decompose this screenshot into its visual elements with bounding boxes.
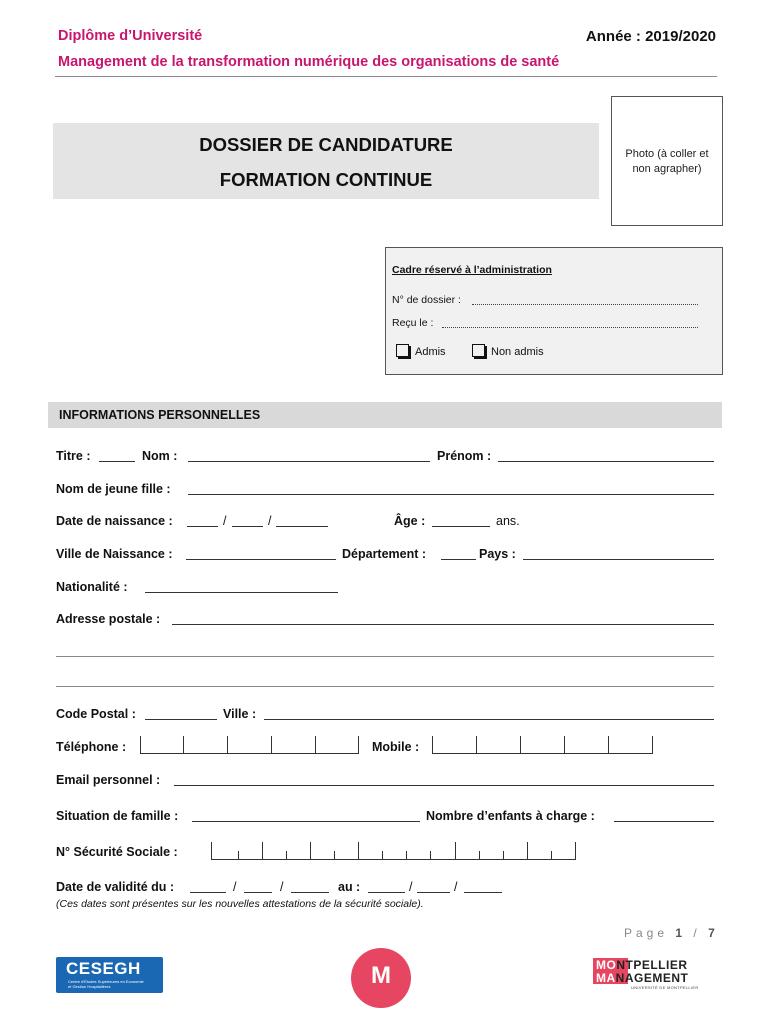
universite-montpellier-logo [351,948,411,1008]
mobile-divider [520,736,521,754]
dossier-title-line2: FORMATION CONTINUE [219,169,433,190]
date-slash: / [280,880,284,894]
validity-to-year-field[interactable] [464,892,502,893]
mobile-divider [564,736,565,754]
date-slash: / [233,880,237,894]
cesegh-logo-subtitle: Centre d'Etudes Supérieures en Economie et Gestion Hospitalières [68,979,144,989]
validity-note: (Ces dates sont présentes sur les nouvelles attestations de la sécurité sociale). [56,898,424,910]
secu-divider [479,851,480,860]
header-divider [55,76,717,77]
age-label: Âge : [394,514,426,528]
nom-label: Nom : [142,449,178,463]
nom-field[interactable] [188,461,430,462]
mobile-divider [608,736,609,754]
secu-divider [310,842,311,860]
validity-from-year-field[interactable] [291,892,329,893]
dossier-title-block [53,123,599,199]
cesegh-logo [56,957,163,993]
validity-from-month-field[interactable] [244,892,272,893]
date-slash: / [268,514,272,528]
secu-divider [455,842,456,860]
mm-logo-line2: MANAGEMENT [596,971,689,985]
phone-divider [140,736,141,754]
address-field-line2[interactable] [56,656,714,657]
address-field-line1[interactable] [172,624,714,625]
date-slash: / [454,880,458,894]
children-count-field[interactable] [614,821,714,822]
phone-divider [271,736,272,754]
department-field[interactable] [441,559,476,560]
address-field-line3[interactable] [56,686,714,687]
email-label: Email personnel : [56,773,161,787]
checkbox-icon [472,344,485,357]
marital-status-label: Situation de famille : [56,809,179,823]
validity-to-month-field[interactable] [417,892,450,893]
secu-divider [382,851,383,860]
children-count-label: Nombre d’enfants à charge : [426,809,595,823]
photo-instruction-line2: non agrapher) [632,163,702,175]
birth-city-label: Ville de Naissance : [56,547,173,561]
email-field[interactable] [174,785,714,786]
page-total: 7 [708,926,719,940]
phone-divider [227,736,228,754]
prenom-label: Prénom : [437,449,492,463]
secu-divider [262,842,263,860]
dossier-number-field[interactable] [472,304,698,305]
phone-divider [315,736,316,754]
received-date-field[interactable] [442,327,698,328]
dossier-number-label: N° de dossier : [392,294,461,306]
birth-day-field[interactable] [187,526,218,527]
photo-box[interactable] [611,96,723,226]
cesegh-logo-text: CESEGH [66,959,141,978]
mobile-divider [652,736,653,754]
um-logo-mark: M [371,962,391,989]
nationality-field[interactable] [145,592,338,593]
postal-code-field[interactable] [145,719,217,720]
secu-divider [551,851,552,860]
phone-divider [183,736,184,754]
postal-code-label: Code Postal : [56,707,136,721]
prenom-field[interactable] [498,461,714,462]
mobile-baseline [432,753,653,754]
validity-to-label: au : [338,880,361,894]
city-field[interactable] [264,719,714,720]
country-label: Pays : [479,547,516,561]
secu-divider [575,842,576,860]
marital-status-field[interactable] [192,821,420,822]
program-title: Management de la transformation numérique des organisations de santé [58,54,560,70]
page-current: 1 [675,926,687,940]
mobile-label: Mobile : [372,740,420,754]
non-admis-checkbox[interactable] [472,344,544,358]
page-number [624,926,719,940]
department-label: Département : [342,547,427,561]
mobile-divider [476,736,477,754]
birth-date-label: Date de naissance : [56,514,173,528]
mm-logo-subtitle: UNIVERSITÉ DE MONTPELLIER [631,985,699,990]
phone-divider [358,736,359,754]
secu-divider [503,851,504,860]
age-field[interactable] [432,526,490,527]
non-admis-label: Non admis [491,346,544,358]
section-header [48,402,722,428]
maiden-name-field[interactable] [188,494,714,495]
phone-baseline [140,753,359,754]
secu-divider [286,851,287,860]
social-security-label: N° Sécurité Sociale : [56,845,178,859]
secu-baseline [211,859,576,860]
age-unit: ans. [496,514,520,528]
secu-divider [334,851,335,860]
country-field[interactable] [523,559,714,560]
academic-year: Année : 2019/2020 [585,28,716,45]
photo-instruction-line1: Photo (à coller et [625,148,709,160]
address-label: Adresse postale : [56,612,161,626]
secu-divider [406,851,407,860]
birth-month-field[interactable] [232,526,263,527]
birth-city-field[interactable] [186,559,336,560]
dossier-title-line1: DOSSIER DE CANDIDATURE [199,134,453,155]
received-date-label: Reçu le : [392,317,434,329]
admin-title: Cadre réservé à l’administration [392,264,552,276]
admin-reserved-box [385,247,723,375]
validity-to-day-field[interactable] [368,892,405,893]
phone-label: Téléphone : [56,740,127,754]
maiden-name-label: Nom de jeune fille : [56,482,171,496]
city-label: Ville : [223,707,257,721]
diploma-title: Diplôme d’Université [58,28,203,44]
validity-date-label: Date de validité du : [56,880,175,894]
date-slash: / [409,880,413,894]
date-slash: / [223,514,227,528]
mobile-divider [432,736,433,754]
secu-divider [358,842,359,860]
page-prefix: Page [624,926,669,940]
secu-divider [211,842,212,860]
page-separator: / [693,926,701,940]
nationality-label: Nationalité : [56,580,128,594]
admis-label: Admis [415,346,446,358]
titre-field[interactable] [99,461,135,462]
birth-year-field[interactable] [276,526,328,527]
secu-divider [238,851,239,860]
secu-divider [527,842,528,860]
secu-divider [430,851,431,860]
titre-label: Titre : [56,449,91,463]
checkbox-icon [396,344,409,357]
mm-logo-line1: MONTPELLIER [596,958,688,972]
section-title: INFORMATIONS PERSONNELLES [59,408,261,422]
validity-from-day-field[interactable] [190,892,226,893]
admis-checkbox[interactable] [396,344,446,358]
